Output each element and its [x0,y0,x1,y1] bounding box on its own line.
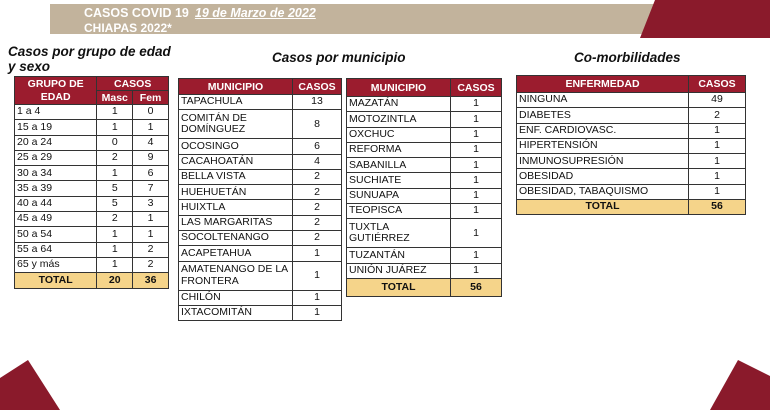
col-municipio: MUNICIPIO [179,79,293,95]
table-row [179,246,342,261]
header-banner [0,0,770,40]
col-casos: CASOS [451,79,502,97]
table-total-row [15,273,169,288]
table-row [179,305,342,320]
table-row [347,263,502,278]
table-row [15,105,169,120]
casos-cell: 2 [293,215,342,230]
enfermedad-name-cell: HIPERTENSIÓN [517,138,689,153]
municipio-name-cell: ACAPETAHUA [179,246,293,261]
table-row [15,120,169,135]
municipio-name-cell: HUEHUETÁN [179,185,293,200]
table-row [15,150,169,165]
fem-cell: 1 [133,212,169,227]
municipio-name-cell: COMITÁN DE DOMÍNGUEZ [179,110,293,139]
masc-cell: 1 [97,166,133,181]
municipio-name-cell: SOCOLTENANGO [179,231,293,246]
casos-cell: 1 [293,290,342,305]
table-row [179,200,342,215]
section-title-edad: Casos por grupo de edad y sexo [8,44,171,74]
col-casos: CASOS [97,77,169,91]
table-row [517,154,746,169]
table-row [517,123,746,138]
total-value: 56 [689,200,746,215]
casos-cell: 1 [689,184,746,199]
age-group-cell: 1 a 4 [15,105,97,120]
enfermedad-name-cell: DIABETES [517,108,689,123]
table-row [179,185,342,200]
table-row [179,261,342,290]
col-enfermedad: ENFERMEDAD [517,76,689,93]
table-row [347,219,502,248]
municipio-name-cell: TUZANTÁN [347,248,451,263]
enfermedad-name-cell: OBESIDAD, TABAQUISMO [517,184,689,199]
municipio-name-cell: SABANILLA [347,158,451,173]
casos-cell: 1 [293,305,342,320]
municipio-name-cell: AMATENANGO DE LA FRONTERA [179,261,293,290]
total-label: TOTAL [517,200,689,215]
casos-cell: 1 [451,248,502,263]
municipio-name-cell: IXTACOMITÁN [179,305,293,320]
masc-cell: 1 [97,227,133,242]
casos-cell: 2 [293,185,342,200]
casos-cell: 49 [689,93,746,108]
fem-cell: 1 [133,227,169,242]
casos-cell: 2 [293,231,342,246]
fem-cell: 4 [133,135,169,150]
age-group-cell: 35 a 39 [15,181,97,196]
casos-cell: 1 [451,219,502,248]
table-row [15,196,169,211]
table-row [347,97,502,112]
casos-cell: 2 [293,200,342,215]
col-casos: CASOS [689,76,746,93]
casos-cell: 1 [451,112,502,127]
casos-cell: 1 [451,97,502,112]
casos-cell: 13 [293,95,342,110]
casos-cell: 1 [689,154,746,169]
casos-cell: 1 [451,204,502,219]
masc-cell: 2 [97,212,133,227]
table-row [347,248,502,263]
masc-cell: 1 [97,105,133,120]
fem-cell: 1 [133,120,169,135]
casos-cell: 1 [451,173,502,188]
table-row [15,242,169,257]
table-row [517,169,746,184]
municipio-name-cell: MAZATÁN [347,97,451,112]
masc-cell: 1 [97,257,133,272]
table-row [347,204,502,219]
table-row [517,184,746,199]
masc-cell: 1 [97,120,133,135]
masc-cell: 5 [97,196,133,211]
municipio-name-cell: HUIXTLA [179,200,293,215]
table-row [179,110,342,139]
fem-cell: 2 [133,257,169,272]
fem-cell: 2 [133,242,169,257]
table-row [347,142,502,157]
total-label: TOTAL [347,278,451,296]
table-row [347,158,502,173]
header-title [84,6,316,20]
enfermedad-name-cell: OBESIDAD [517,169,689,184]
municipio-name-cell: REFORMA [347,142,451,157]
table-row [517,108,746,123]
table-row [517,93,746,108]
table-row [15,181,169,196]
table-row [347,127,502,142]
fem-cell: 9 [133,150,169,165]
municipio-name-cell: UNIÓN JUÁREZ [347,263,451,278]
casos-cell: 1 [451,158,502,173]
casos-cell: 1 [293,261,342,290]
municipio-name-cell: OCOSINGO [179,139,293,154]
age-group-cell: 20 a 24 [15,135,97,150]
table-row [15,166,169,181]
fem-cell: 3 [133,196,169,211]
casos-cell: 1 [293,246,342,261]
enfermedad-name-cell: INMUNOSUPRESIÓN [517,154,689,169]
fem-cell: 0 [133,105,169,120]
masc-cell: 5 [97,181,133,196]
casos-cell: 2 [689,108,746,123]
age-group-cell: 65 y más [15,257,97,272]
municipio-name-cell: CHILÓN [179,290,293,305]
col-masc: Masc [97,91,133,105]
municipio-name-cell: CACAHOATÁN [179,154,293,169]
edad-table [14,76,169,289]
header-date: 19 de Marzo de 2022 [194,6,316,20]
col-grupo-edad: GRUPO DE EDAD [15,77,97,105]
section-title-municipio: Casos por municipio [272,50,406,65]
municipio-name-cell: TAPACHULA [179,95,293,110]
casos-cell: 1 [451,188,502,203]
age-group-cell: 25 a 29 [15,150,97,165]
casos-cell: 1 [689,138,746,153]
table-row [15,135,169,150]
age-group-cell: 45 a 49 [15,212,97,227]
enfermedad-name-cell: NINGUNA [517,93,689,108]
table-total-row [347,278,502,296]
municipio-name-cell: TEOPISCA [347,204,451,219]
header-title-text: CASOS COVID 19 [84,6,189,20]
fem-cell: 7 [133,181,169,196]
col-municipio: MUNICIPIO [347,79,451,97]
comorbilidades-table [516,75,746,215]
age-group-cell: 15 a 19 [15,120,97,135]
table-row [347,173,502,188]
header-subtitle: CHIAPAS 2022* [84,21,172,35]
col-casos: CASOS [293,79,342,95]
municipio-name-cell: TUXTLA GUTIÉRREZ [347,219,451,248]
municipio-table-2 [346,78,502,297]
table-row [179,215,342,230]
municipio-name-cell: SUNUAPA [347,188,451,203]
municipio-table-1 [178,78,342,321]
section-title-comorbilidades: Co-morbilidades [574,50,681,65]
table-row [179,95,342,110]
fem-cell: 6 [133,166,169,181]
corner-decoration-left [0,360,60,410]
casos-cell: 1 [451,263,502,278]
casos-cell: 2 [293,169,342,184]
casos-cell: 1 [689,169,746,184]
total-value: 56 [451,278,502,296]
municipio-name-cell: SUCHIATE [347,173,451,188]
table-row [15,212,169,227]
casos-cell: 1 [689,123,746,138]
total-fem: 36 [133,273,169,288]
table-row [15,227,169,242]
masc-cell: 2 [97,150,133,165]
enfermedad-name-cell: ENF. CARDIOVASC. [517,123,689,138]
table-row [179,169,342,184]
total-label: TOTAL [15,273,97,288]
table-row [347,188,502,203]
age-group-cell: 30 a 34 [15,166,97,181]
table-row [179,231,342,246]
table-total-row [517,200,746,215]
casos-cell: 8 [293,110,342,139]
table-row [179,290,342,305]
municipio-name-cell: MOTOZINTLA [347,112,451,127]
col-fem: Fem [133,91,169,105]
casos-cell: 6 [293,139,342,154]
table-row [15,257,169,272]
age-group-cell: 40 a 44 [15,196,97,211]
municipio-name-cell: OXCHUC [347,127,451,142]
casos-cell: 4 [293,154,342,169]
age-group-cell: 55 a 64 [15,242,97,257]
municipio-name-cell: BELLA VISTA [179,169,293,184]
casos-cell: 1 [451,142,502,157]
municipio-name-cell: LAS MARGARITAS [179,215,293,230]
total-masc: 20 [97,273,133,288]
table-row [347,112,502,127]
table-row [179,154,342,169]
masc-cell: 1 [97,242,133,257]
table-row [179,139,342,154]
age-group-cell: 50 a 54 [15,227,97,242]
casos-cell: 1 [451,127,502,142]
table-row [517,138,746,153]
masc-cell: 0 [97,135,133,150]
corner-decoration-right [700,360,770,410]
